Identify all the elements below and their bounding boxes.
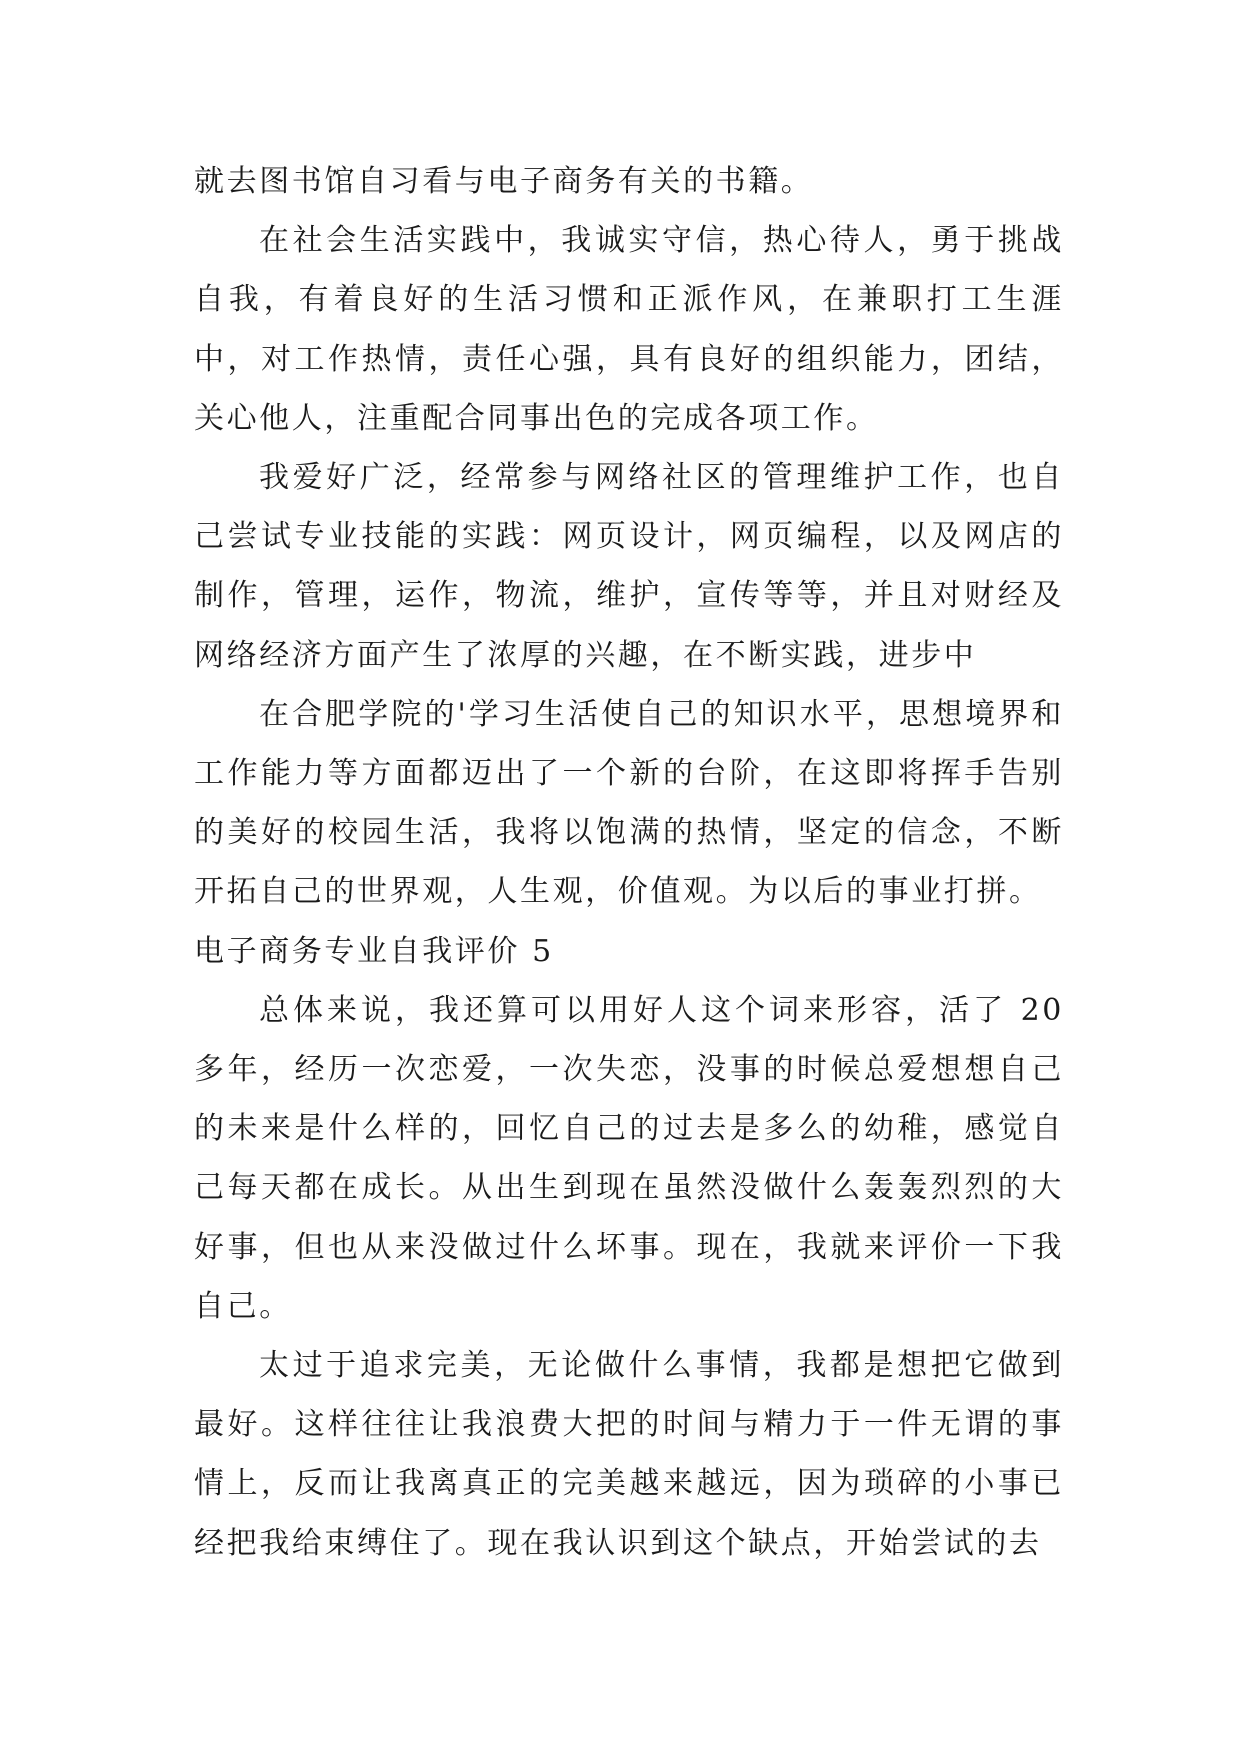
document-page [194, 152, 1064, 1573]
section-heading: 电子商务专业自我评价 5 [194, 933, 554, 969]
paragraph-social-practice: 在社会生活实践中，我诚实守信，热心待人，勇于挑战自我，有着良好的生活习惯和正派作风，在兼职打工生涯中，对工作热情，责任心强，具有良好的组织能力，团结，关心他人，注重配合同事出色的完成各项工作。 [194, 223, 1064, 436]
paragraph-continuation: 就去图书馆自习看与电子商务有关的书籍。 [194, 164, 814, 199]
paragraph-overall: 总体来说，我还算可以用好人这个词来形容，活了 20 多年，经历一次恋爱，一次失恋，没事的时候总爱想想自己的未来是什么样的，回忆自己的过去是多么的幼稚，感觉自己每天都在成长。从出生到现在虽然没做什么轰轰烈烈的大好事，但也从来没做过什么坏事。现在，我就来评价一下我自己。 [194, 992, 1064, 1324]
paragraph-perfectionism: 太过于追求完美，无论做什么事情，我都是想把它做到最好。这样往往让我浪费大把的时间与精力于一件无谓的事情上，反而让我离真正的完美越来越远，因为琐碎的小事已经把我给束缚住了。现在我认识到这个缺点，开始尝试的去 [194, 1348, 1064, 1561]
paragraph-campus-life: 在合肥学院的'学习生活使自己的知识水平，思想境界和工作能力等方面都迈出了一个新的台阶，在这即将挥手告别的美好的校园生活，我将以饱满的热情，坚定的信念，不断开拓自己的世界观，人生观，价值观。为以后的事业打拼。 [194, 696, 1064, 910]
paragraph-hobbies: 我爱好广泛，经常参与网络社区的管理维护工作，也自己尝试专业技能的实践：网页设计，网页编程，以及网店的制作，管理，运作，物流，维护，宣传等等，并且对财经及网络经济方面产生了浓厚的兴趣，在不断实践，进步中 [194, 460, 1064, 673]
